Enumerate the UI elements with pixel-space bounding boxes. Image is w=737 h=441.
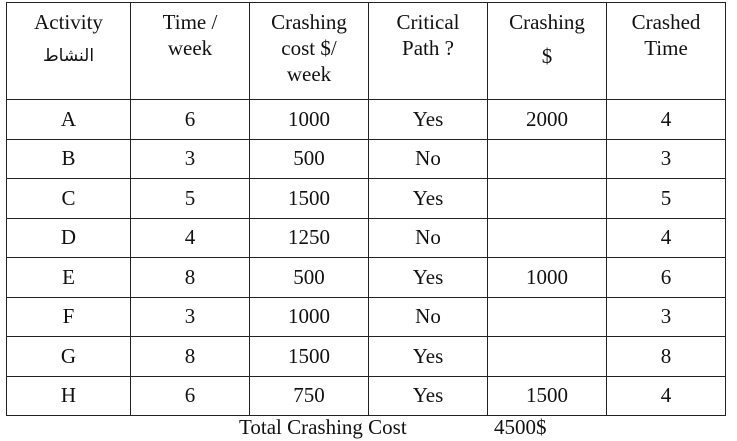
header-crashing-cost-line1: Crashing (271, 10, 347, 34)
cell-crashing: 2000 (488, 100, 607, 140)
cell-crashed-time: 8 (607, 337, 726, 377)
cell-activity: H (7, 376, 131, 416)
cell-time: 5 (131, 179, 250, 219)
header-critical-path (369, 3, 488, 100)
header-time-line1: Time / (162, 10, 218, 34)
total-crashing-cost-value: 4500$ (494, 415, 547, 439)
cell-crashed-time: 3 (607, 139, 726, 179)
header-activity (7, 3, 131, 100)
cell-crashing (488, 337, 607, 377)
cell-crashing-cost: 1000 (250, 100, 369, 140)
cell-critical-path: Yes (369, 179, 488, 219)
cell-activity: A (7, 100, 131, 140)
cell-activity: E (7, 258, 131, 298)
header-crashed-time-line2: Time (644, 36, 688, 60)
table-body (7, 100, 726, 416)
cell-crashed-time: 4 (607, 100, 726, 140)
cell-crashing (488, 139, 607, 179)
cell-critical-path: No (369, 218, 488, 258)
header-activity-label: Activity (34, 10, 103, 34)
table-row (7, 297, 726, 337)
total-crashing-cost-row (0, 412, 737, 441)
cell-crashed-time: 3 (607, 297, 726, 337)
cell-critical-path: Yes (369, 100, 488, 140)
cell-time: 3 (131, 139, 250, 179)
cell-crashing (488, 218, 607, 258)
cell-activity: G (7, 337, 131, 377)
cell-crashing-cost: 1250 (250, 218, 369, 258)
cell-time: 3 (131, 297, 250, 337)
header-time (131, 3, 250, 100)
header-crashing-cost (250, 3, 369, 100)
header-time-line2: week (167, 36, 213, 60)
cell-crashing-cost: 1500 (250, 337, 369, 377)
header-crashed-time (607, 3, 726, 100)
table-row (7, 100, 726, 140)
cell-crashing (488, 297, 607, 337)
header-crashing-cost-line3: week (286, 62, 332, 86)
cell-crashing (488, 179, 607, 219)
table-row (7, 139, 726, 179)
cell-crashing-cost: 750 (250, 376, 369, 416)
cell-critical-path: No (369, 297, 488, 337)
table-row (7, 258, 726, 298)
cell-crashing: 1500 (488, 376, 607, 416)
cell-crashed-time: 4 (607, 376, 726, 416)
cell-crashing: 1000 (488, 258, 607, 298)
cell-time: 6 (131, 376, 250, 416)
cell-crashing-cost: 1000 (250, 297, 369, 337)
cell-crashing-cost: 1500 (250, 179, 369, 219)
table-row (7, 218, 726, 258)
header-crashed-time-line1: Crashed (631, 10, 701, 34)
cell-activity: C (7, 179, 131, 219)
cell-time: 8 (131, 258, 250, 298)
header-row (7, 3, 726, 100)
cell-time: 4 (131, 218, 250, 258)
header-critical-path-line1: Critical (396, 10, 460, 34)
table-row (7, 179, 726, 219)
table-row (7, 376, 726, 416)
crashing-table (6, 2, 726, 416)
header-crashing-cost-line2: cost $/ (281, 36, 337, 60)
cell-critical-path: Yes (369, 376, 488, 416)
table-row (7, 337, 726, 377)
header-crashing-line1: Crashing (509, 10, 585, 34)
total-crashing-cost-label: Total Crashing Cost (239, 415, 407, 439)
header-crashing (488, 3, 607, 100)
cell-activity: D (7, 218, 131, 258)
cell-activity: B (7, 139, 131, 179)
cell-crashing-cost: 500 (250, 139, 369, 179)
cell-activity: F (7, 297, 131, 337)
cell-crashed-time: 5 (607, 179, 726, 219)
cell-critical-path: Yes (369, 337, 488, 377)
cell-time: 6 (131, 100, 250, 140)
cell-crashing-cost: 500 (250, 258, 369, 298)
header-critical-path-line2: Path ? (402, 36, 454, 60)
header-activity-arabic-label: النشاط (42, 46, 95, 66)
cell-critical-path: Yes (369, 258, 488, 298)
cell-crashed-time: 4 (607, 218, 726, 258)
cell-time: 8 (131, 337, 250, 377)
cell-crashed-time: 6 (607, 258, 726, 298)
header-crashing-line2: $ (541, 44, 553, 68)
cell-critical-path: No (369, 139, 488, 179)
